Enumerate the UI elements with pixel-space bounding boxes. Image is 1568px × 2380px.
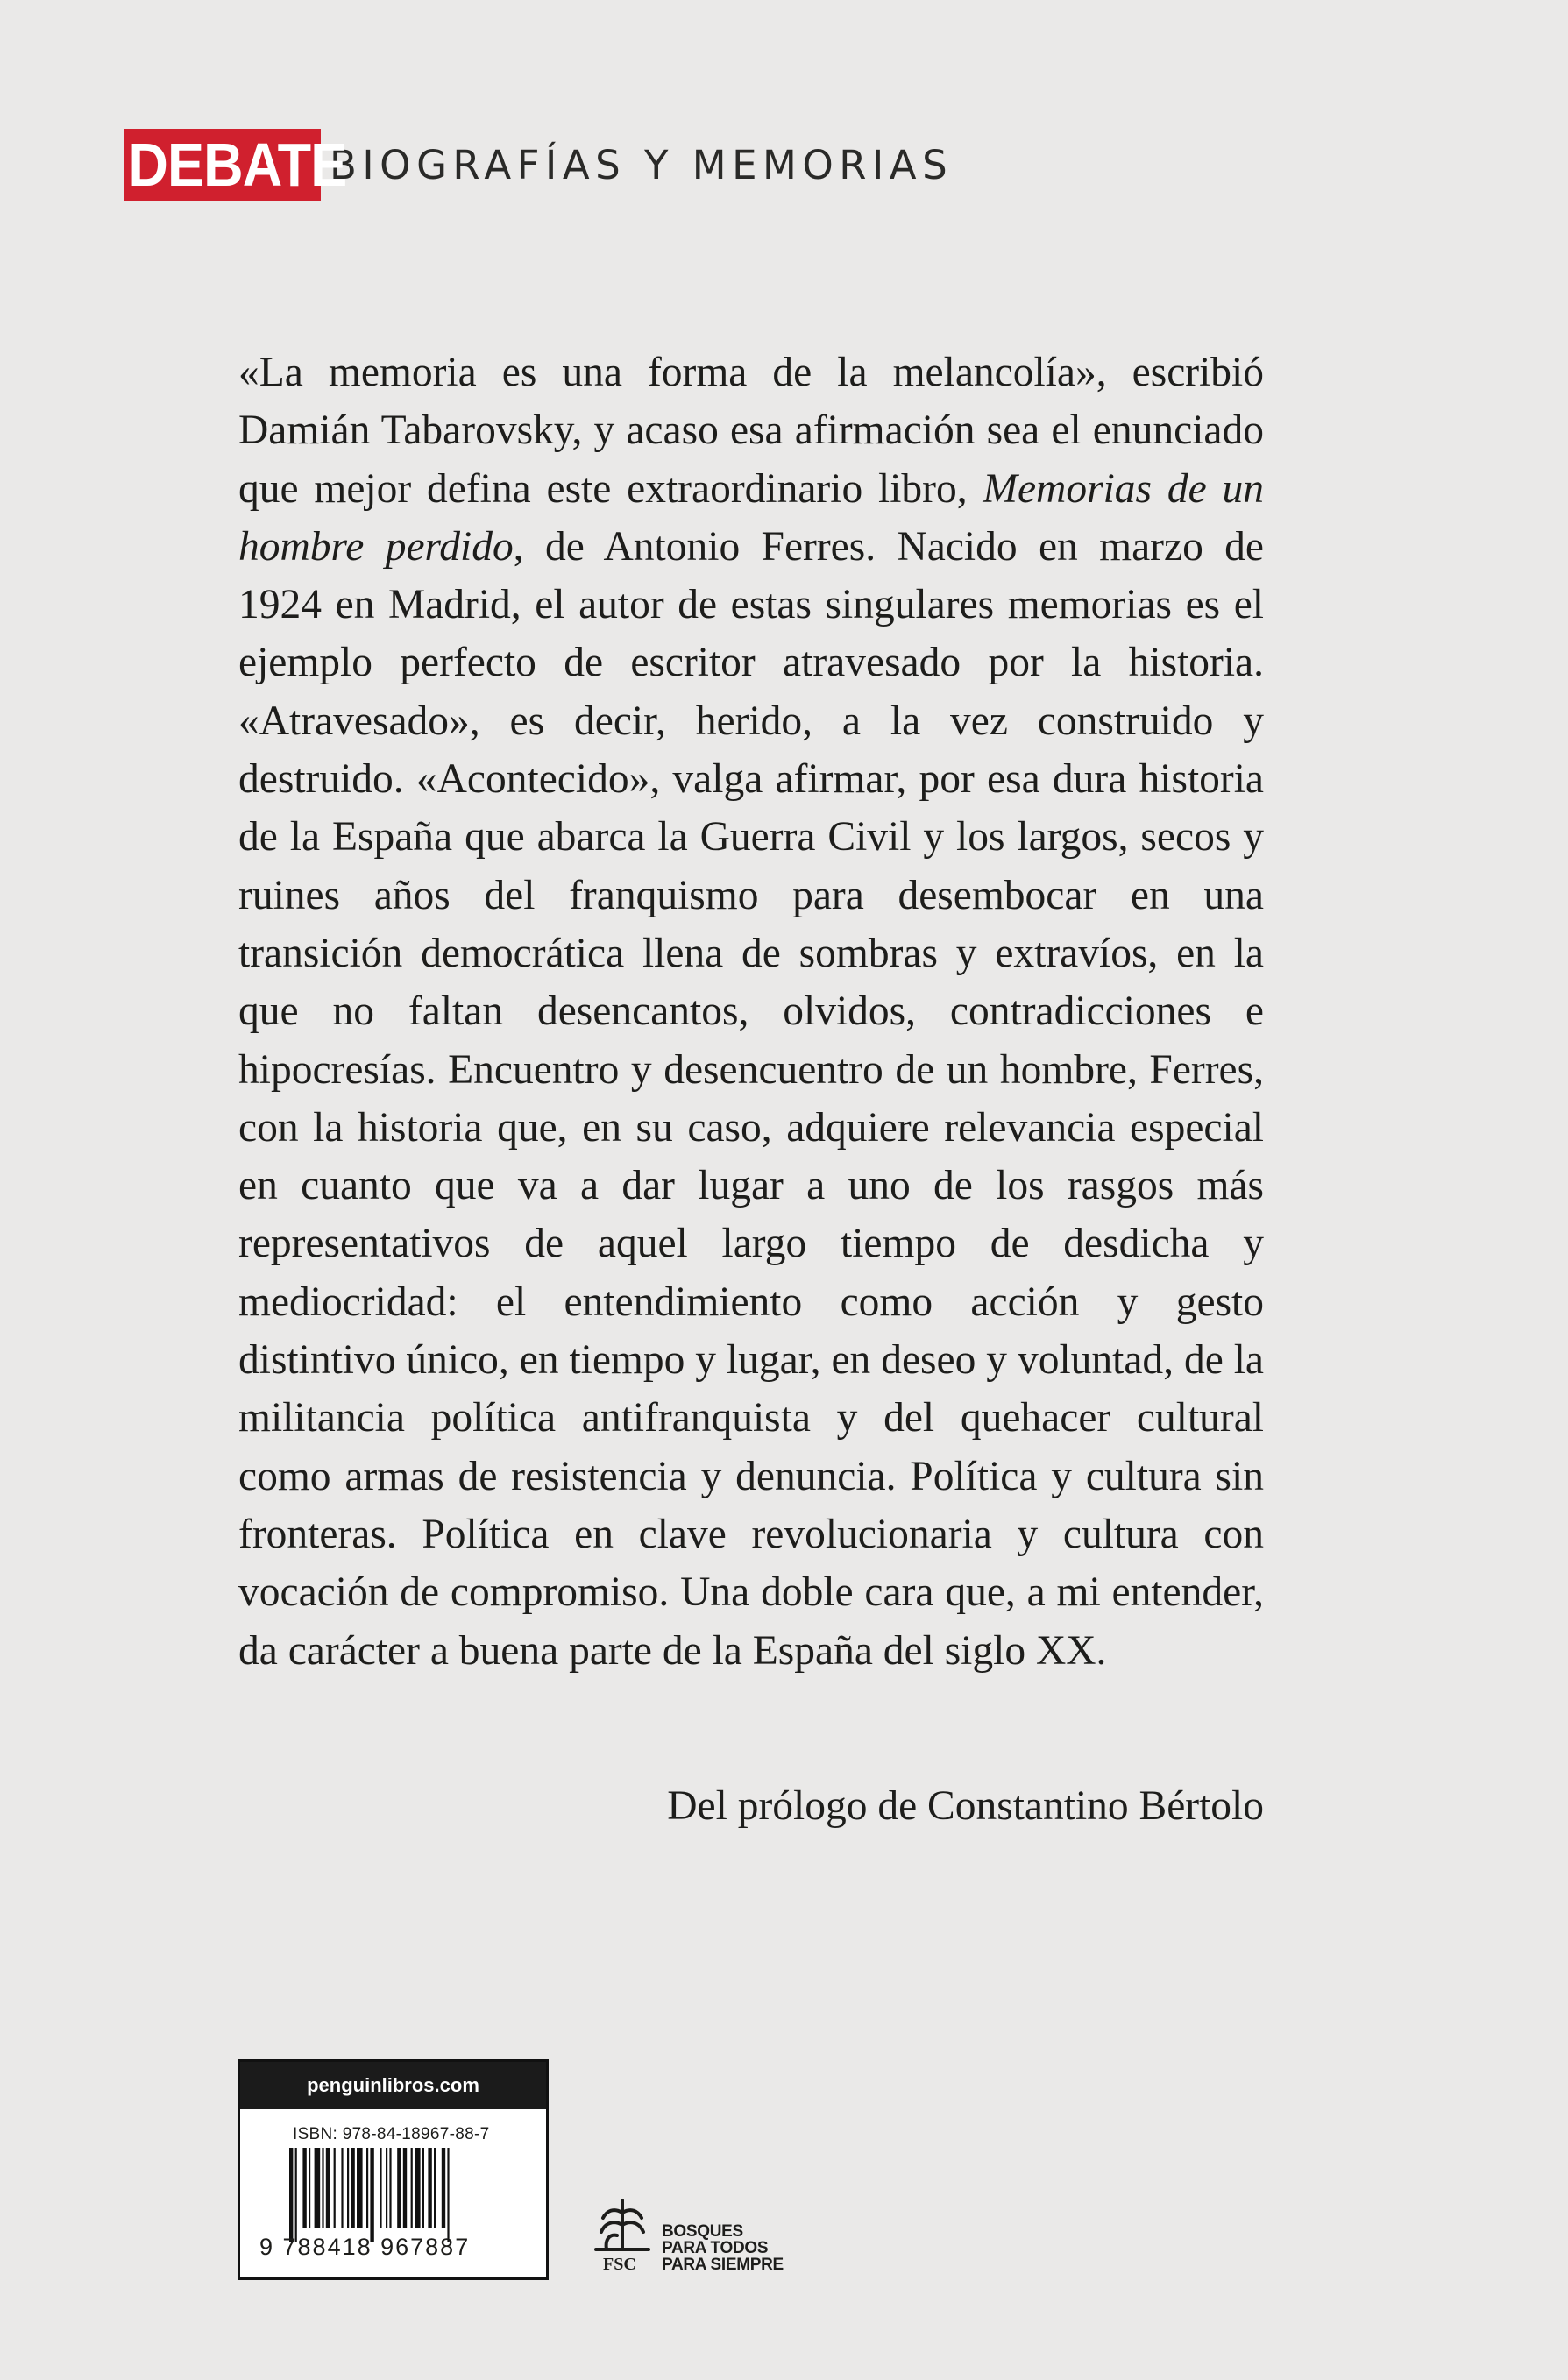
header: [124, 129, 953, 201]
book-title: Memorias de un hombre perdido: [238, 465, 1264, 570]
barcode-bar: [442, 2148, 445, 2228]
barcode-bar: [322, 2148, 323, 2228]
barcode-bar: [302, 2148, 306, 2228]
barcode-bar: [380, 2148, 381, 2228]
website-label: penguinlibros.com: [240, 2062, 546, 2109]
barcode-bar: [341, 2148, 343, 2228]
isbn-label: ISBN: 978-84-18967-88-7: [293, 2125, 490, 2143]
barcode-bar: [315, 2148, 321, 2228]
blurb-part-2: , de Antonio Ferres. Nacido en marzo de 1924 en Madrid, el autor de estas singulares memorias es el ejemplo perfecto de escritor atravesado por la historia. «Atravesado», es decir, herido, a la vez construido y destruido. «Acontecido», valga afirmar, por esa dura historia de la España que abarca la Guerra Civil y los largos, secos y ruines años del franquismo para desembocar en una transición democrática llena de sombras y extravíos, en la que no faltan desencantos, olvidos, contradicciones e hipocresías. Encuentro y desencuentro de un hombre, Ferres, con la historia que, en su caso, adquiere relevancia especial en cuanto que va a dar lugar a uno de los rasgos más representativos de aquel largo tiempo de desdicha y mediocridad: el entendimiento como acción y gesto distintivo único, en tiempo y lugar, en deseo y voluntad, de la militancia política antifranquista y del quehacer cultural como armas de resistencia y denuncia. Política y cultura sin fronteras. Política en clave revolucionaria y cultura con vocación de compromiso. Una doble cara que, a mi entender, da carácter a buena parte de la España del siglo XX.: [238, 523, 1264, 1674]
barcode-digits: 9 788418 967887: [259, 2234, 471, 2260]
barcode-bar: [411, 2148, 413, 2228]
barcode-bar: [366, 2148, 368, 2228]
attribution: Del prólogo de Constantino Bértolo: [667, 1783, 1264, 1829]
barcode-bar: [370, 2148, 373, 2242]
barcode-bar: [434, 2148, 436, 2228]
fsc-tree-icon: [587, 2195, 657, 2256]
barcode-bar: [309, 2148, 310, 2228]
barcode-bar: [347, 2148, 349, 2228]
debate-logo: DEBATE: [124, 129, 321, 201]
fsc-slogan: [662, 2223, 784, 2273]
fsc-label: FSC: [603, 2255, 636, 2274]
blurb-text: [238, 344, 1264, 1680]
barcode-bar: [289, 2148, 293, 2242]
barcode-bar: [386, 2148, 387, 2228]
barcode-bar: [326, 2148, 330, 2228]
barcode-bar: [428, 2148, 431, 2228]
barcode-bars: [289, 2148, 500, 2242]
barcode-bar: [357, 2148, 363, 2228]
fsc-logo: [587, 2195, 815, 2278]
barcode-bar: [295, 2148, 297, 2242]
barcode-bar: [389, 2148, 391, 2228]
fsc-slogan-line-1: BOSQUES: [662, 2222, 743, 2241]
barcode-bar: [403, 2148, 407, 2228]
barcode-bar: [422, 2148, 424, 2228]
barcode-box: [238, 2059, 549, 2280]
barcode-bar: [415, 2148, 421, 2228]
fsc-slogan-line-3: PARA SIEMPRE: [662, 2256, 784, 2274]
barcode-bar: [334, 2148, 336, 2228]
barcode-bar: [351, 2148, 354, 2228]
fsc-slogan-line-2: PARA TODOS: [662, 2239, 769, 2257]
barcode-bar: [397, 2148, 401, 2228]
collection-name: BIOGRAFÍAS Y MEMORIAS: [330, 141, 954, 188]
barcode-bar: [447, 2148, 449, 2242]
blurb-part-1: «La memoria es una forma de la melancolía», escribió Damián Tabarovsky, y acaso esa afirmación sea el enunciado que mejor defina este extraordinario libro,: [238, 350, 1264, 512]
